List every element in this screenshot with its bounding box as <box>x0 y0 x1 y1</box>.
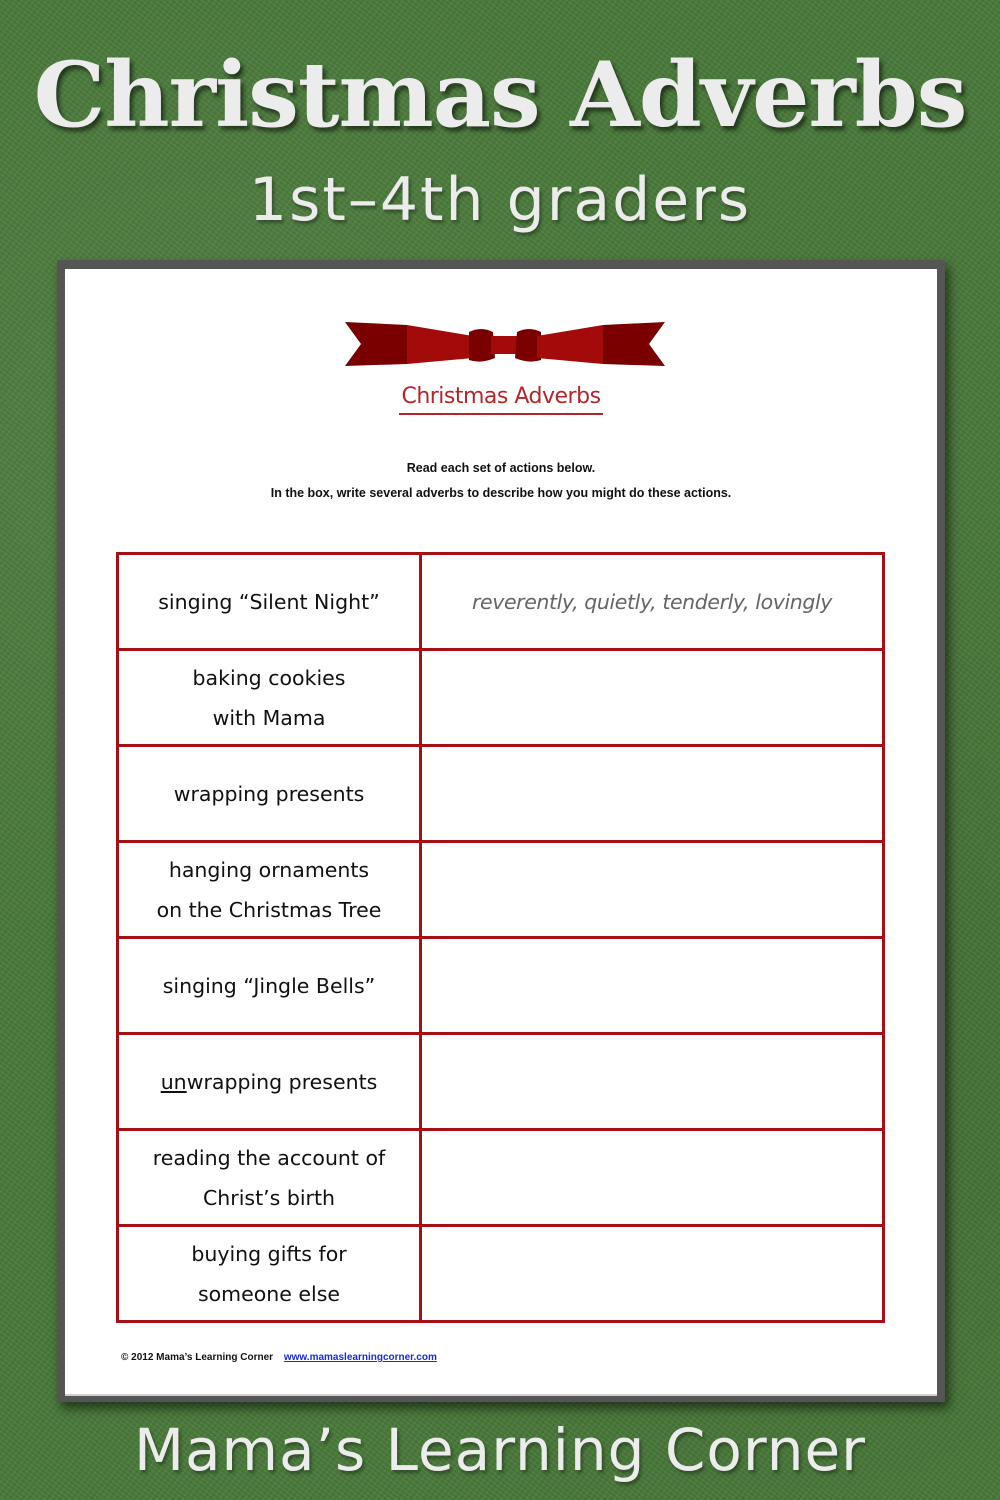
action-text-line-2: Christ’s birth <box>202 1185 336 1210</box>
worksheet-page <box>65 269 937 1396</box>
adverbs-table <box>116 552 885 1323</box>
instruction-line-1: Read each set of actions below. <box>406 461 596 475</box>
action-cell <box>118 1130 421 1226</box>
answer-cell[interactable] <box>421 1226 884 1322</box>
table-row <box>118 554 884 650</box>
table-row <box>118 1130 884 1226</box>
answer-cell[interactable] <box>421 938 884 1034</box>
action-text-line-2: someone else <box>197 1281 341 1306</box>
action-cell <box>118 1226 421 1322</box>
action-text-line-1: buying gifts for <box>191 1241 347 1266</box>
worksheet-title: Christmas Adverbs <box>399 381 602 415</box>
action-text: wrapping presents <box>173 781 365 806</box>
instructions <box>65 456 937 506</box>
worksheet-footer <box>121 1351 437 1365</box>
action-cell <box>118 1034 421 1130</box>
worksheet-frame <box>57 260 945 1402</box>
brand-name: Mama’s Learning Corner <box>133 1416 867 1484</box>
instruction-line-2: In the box, write several adverbs to describe how you might do these actions. <box>270 486 732 500</box>
action-text-line-2: with Mama <box>212 705 326 730</box>
action-text-line-1: baking cookies <box>192 665 346 690</box>
answer-cell[interactable] <box>421 650 884 746</box>
action-text-rest: wrapping presents <box>186 1069 378 1094</box>
answer-cell[interactable] <box>421 842 884 938</box>
underlined-prefix: un <box>160 1069 187 1094</box>
worksheet-title-wrap <box>65 381 937 415</box>
answer-cell[interactable] <box>421 1034 884 1130</box>
action-text <box>125 1062 413 1102</box>
table-row <box>118 650 884 746</box>
poster-title: Christmas Adverbs <box>33 42 967 148</box>
answer-cell[interactable] <box>421 746 884 842</box>
table-row <box>118 1034 884 1130</box>
action-cell <box>118 650 421 746</box>
answer-cell[interactable] <box>421 1130 884 1226</box>
table-row <box>118 938 884 1034</box>
action-text-line-2: on the Christmas Tree <box>156 897 382 922</box>
website-link[interactable]: www.mamaslearningcorner.com <box>283 1352 437 1363</box>
action-text: singing “Silent Night” <box>158 589 380 614</box>
action-cell <box>118 842 421 938</box>
action-cell <box>118 938 421 1034</box>
answer-cell[interactable]: reverently, quietly, tenderly, lovingly <box>421 554 884 650</box>
table-row <box>118 842 884 938</box>
action-text: singing “Jingle Bells” <box>162 973 376 998</box>
action-cell <box>118 746 421 842</box>
ribbon-bow-icon <box>345 320 665 368</box>
table-row <box>118 746 884 842</box>
action-text-line-1: reading the account of <box>152 1145 386 1170</box>
action-text-line-1: hanging ornaments <box>168 857 370 882</box>
table-row <box>118 1226 884 1322</box>
grade-level-subtitle: 1st–4th graders <box>248 165 752 235</box>
action-cell <box>118 554 421 650</box>
copyright-text: © 2012 Mama’s Learning Corner <box>121 1352 274 1363</box>
